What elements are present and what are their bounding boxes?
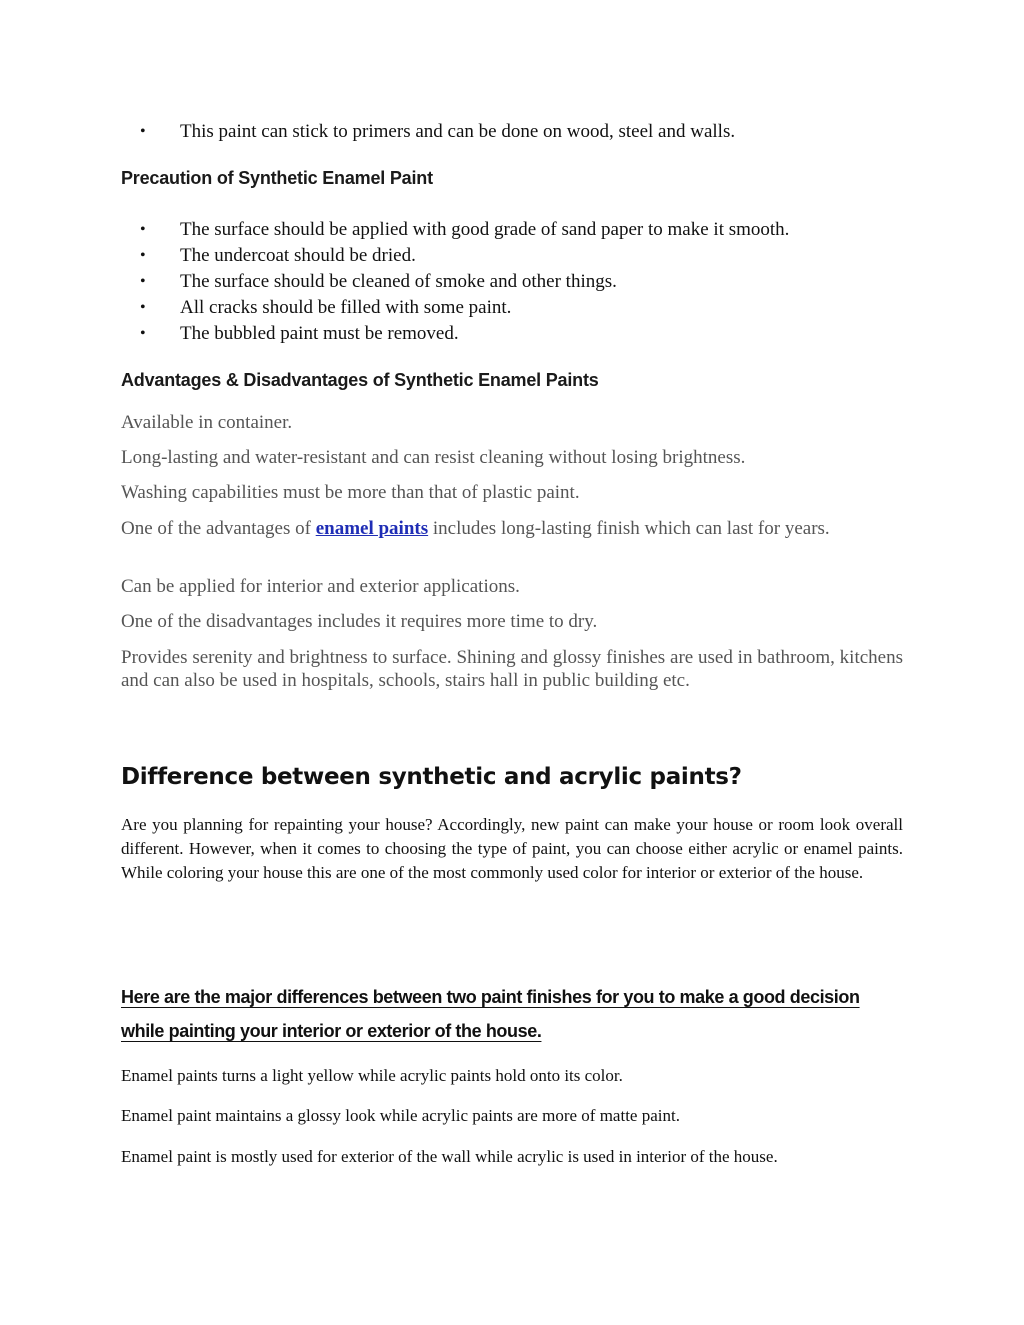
list-item: • The bubbled paint must be removed. (140, 321, 789, 347)
text-span: One of the advantages of (121, 518, 316, 539)
advantages-heading: Advantages & Disadvantages of Synthetic Enamel Paints (121, 370, 599, 390)
list-item: • This paint can stick to primers and can be done on wood, steel and walls. (140, 119, 735, 145)
advantages-paragraph: Available in container. (121, 412, 293, 433)
advantages-paragraph: Can be applied for interior and exterior applications. (121, 576, 520, 597)
difference-heading: Difference between synthetic and acrylic paints? (121, 764, 742, 790)
difference-item: Enamel paint maintains a glossy look while acrylic paints are more of matte paint. (121, 1106, 680, 1125)
advantages-paragraph-with-link (121, 517, 903, 540)
text-span: includes long-lasting finish which can last for years. (428, 518, 830, 539)
differences-subheading (121, 980, 904, 1048)
top-bullet-list (140, 119, 735, 145)
subheading-text: Here are the major differences between two paint finishes for you to make a good decision while painting your interior or exterior of the house. (121, 987, 860, 1041)
precaution-heading: Precaution of Synthetic Enamel Paint (121, 168, 433, 188)
advantages-paragraph: Provides serenity and brightness to surface. Shining and glossy finishes are used in bathroom, kitchens and can also be used in hospitals, schools, stairs hall in public building etc. (121, 647, 903, 691)
difference-item: Enamel paints turns a light yellow while acrylic paints hold onto its color. (121, 1066, 623, 1085)
list-item: • All cracks should be filled with some paint. (140, 295, 789, 321)
advantages-paragraph: One of the disadvantages includes it requires more time to dry. (121, 611, 598, 632)
list-item: • The undercoat should be dried. (140, 243, 789, 269)
precaution-list (140, 217, 789, 347)
list-item: • The surface should be applied with good grade of sand paper to make it smooth. (140, 217, 789, 243)
difference-intro: Are you planning for repainting your house? Accordingly, new paint can make your house or room look overall different. However, when it comes to choosing the type of paint, you can choose either acrylic or enamel paints. While coloring your house this are one of the most commonly used color for interior or exterior of the house. (121, 815, 903, 882)
difference-item: Enamel paint is mostly used for exterior of the wall while acrylic is used in interior of the house. (121, 1147, 778, 1166)
advantages-paragraph: Washing capabilities must be more than that of plastic paint. (121, 482, 580, 503)
enamel-paints-link[interactable]: enamel paints (315, 518, 429, 539)
advantages-paragraph: Long-lasting and water-resistant and can resist cleaning without losing brightness. (121, 447, 746, 468)
list-item: • The surface should be cleaned of smoke and other things. (140, 269, 789, 295)
